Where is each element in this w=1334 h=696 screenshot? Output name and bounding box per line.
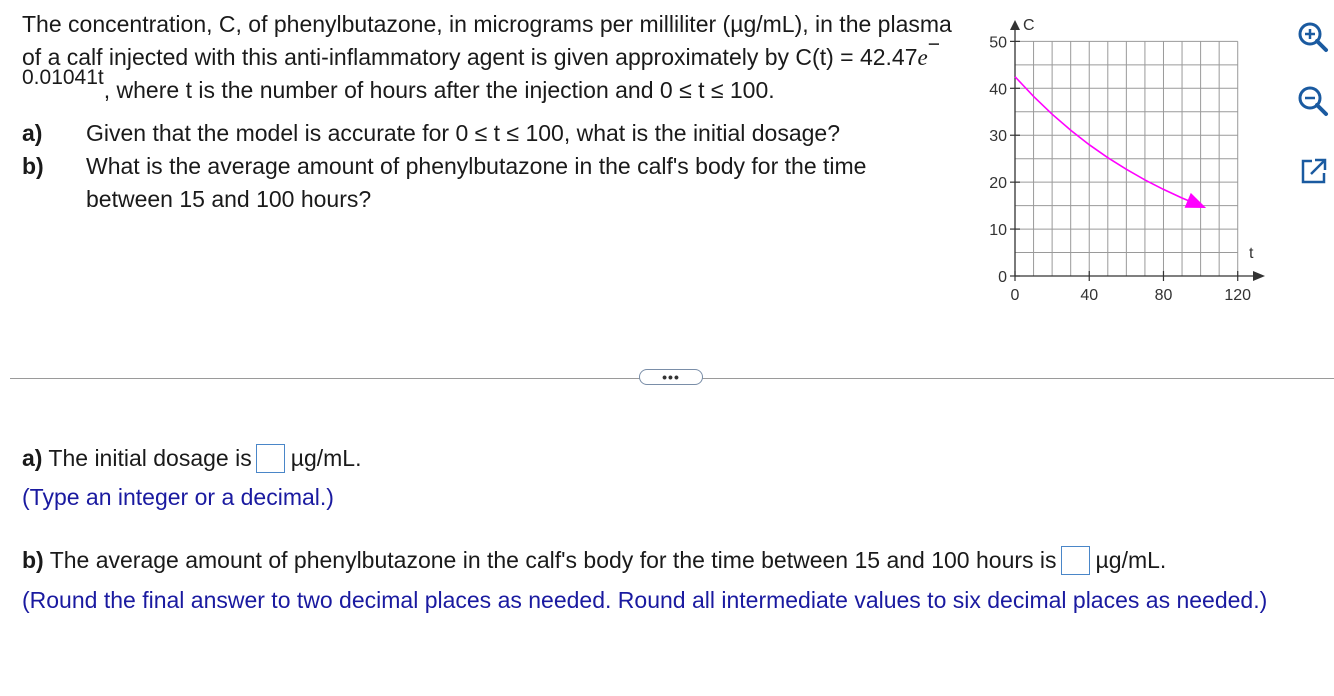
answer-a-input[interactable] bbox=[256, 444, 285, 473]
y-tick-label: 30 bbox=[989, 128, 1007, 146]
question-text bbox=[22, 8, 952, 216]
x-tick-label: 0 bbox=[1010, 287, 1020, 304]
graph-ticks bbox=[989, 34, 1251, 304]
exponent: − 0.01041t bbox=[22, 33, 940, 89]
y-tick-label: 10 bbox=[989, 222, 1007, 240]
graph-axes bbox=[1010, 20, 1265, 281]
x-axis-arrow bbox=[1253, 271, 1265, 281]
part-a-text: Given that the model is accurate for 0 ≤ t ≤ 100, what is the initial dosage? bbox=[86, 120, 840, 146]
curve-arrowhead bbox=[1185, 193, 1207, 208]
part-a-letter: a) bbox=[22, 120, 43, 146]
y-tick-label: 20 bbox=[989, 175, 1007, 193]
answer-b-hint: (Round the final answer to two decimal places as needed. Round all intermediate values to six decimal places as needed.) bbox=[22, 587, 1268, 613]
answer-b-unit: µg/mL. bbox=[1095, 547, 1167, 573]
answer-a-hint: (Type an integer or a decimal.) bbox=[22, 484, 334, 510]
answer-a-line bbox=[22, 443, 362, 473]
zoom-in-icon[interactable] bbox=[1296, 20, 1330, 54]
intro-part-1: The concentration, C, of phenylbutazone, in micrograms per milliliter (µg/mL), in the plasma of a calf injected with this anti-inflammatory agent is given approximately by C(t) = 42.47 bbox=[22, 11, 952, 70]
question-parts bbox=[22, 117, 952, 216]
y-tick-label: 50 bbox=[989, 34, 1007, 52]
concentration-graph bbox=[975, 12, 1275, 312]
y-tick-label: 40 bbox=[989, 81, 1007, 99]
x-axis-label: t bbox=[1249, 245, 1254, 262]
answer-b-label: b) bbox=[22, 547, 44, 573]
answer-a-prompt: The initial dosage is bbox=[42, 445, 252, 471]
part-a bbox=[22, 117, 952, 150]
answer-a-unit: µg/mL. bbox=[290, 445, 362, 471]
answer-a-label: a) bbox=[22, 445, 43, 471]
y-axis-arrow bbox=[1010, 20, 1020, 30]
y-tick-label: 0 bbox=[998, 269, 1007, 286]
x-tick-label: 80 bbox=[1154, 287, 1173, 304]
concentration-curve bbox=[1015, 77, 1206, 208]
e-symbol: e bbox=[917, 45, 928, 70]
question-intro bbox=[22, 8, 952, 107]
answer-b-prompt: The average amount of phenylbutazone in the calf's body for the time between 15 and 100 hours is bbox=[43, 547, 1057, 573]
zoom-out-icon[interactable] bbox=[1296, 84, 1330, 118]
more-options-button[interactable]: ••• bbox=[639, 369, 703, 385]
graph-grid bbox=[1015, 41, 1238, 276]
part-b-letter: b) bbox=[22, 153, 44, 179]
x-tick-label: 120 bbox=[1224, 287, 1252, 304]
y-axis-label: C bbox=[1023, 17, 1035, 34]
part-b bbox=[22, 150, 952, 216]
answer-b-input[interactable] bbox=[1061, 546, 1090, 575]
answer-b-line bbox=[22, 545, 1166, 575]
part-b-text: What is the average amount of phenylbutazone in the calf's body for the time between 15 and 100 hours? bbox=[86, 153, 867, 212]
x-tick-label: 40 bbox=[1080, 287, 1099, 304]
popout-icon[interactable] bbox=[1298, 155, 1332, 189]
intro-part-2: , where t is the number of hours after the injection and 0 ≤ t ≤ 100. bbox=[103, 77, 775, 103]
